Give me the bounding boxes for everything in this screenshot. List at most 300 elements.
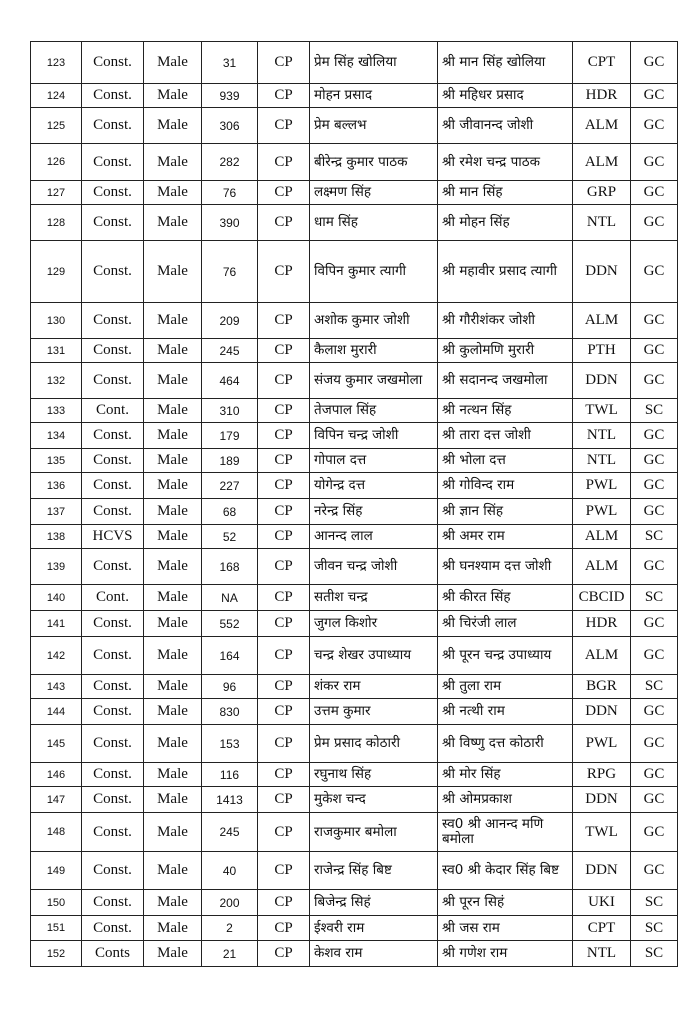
gender-cell: Male <box>144 449 202 473</box>
father-name-cell: श्री तारा दत्त जोशी <box>438 423 573 449</box>
category-cell: GC <box>631 449 678 473</box>
gender-cell: Male <box>144 205 202 241</box>
table-row <box>31 423 678 449</box>
table-row <box>31 449 678 473</box>
district-cell: HDR <box>573 84 631 108</box>
serial-number-cell: 136 <box>31 473 82 499</box>
father-name-cell: श्री चिरंजी लाल <box>438 611 573 637</box>
gender-cell: Male <box>144 787 202 813</box>
father-name-cell: श्री अमर राम <box>438 525 573 549</box>
employee-name-cell: लक्ष्मण सिंह <box>310 181 438 205</box>
cp-cell: CP <box>258 725 310 763</box>
gender-cell: Male <box>144 241 202 303</box>
father-name-cell: श्री कुलोमणि मुरारी <box>438 339 573 363</box>
badge-number-cell: 1413 <box>202 787 258 813</box>
cp-cell: CP <box>258 699 310 725</box>
employee-name-cell: प्रेम सिंह खोलिया <box>310 42 438 84</box>
cp-cell: CP <box>258 941 310 967</box>
table-row <box>31 499 678 525</box>
employee-name-cell: राजेन्द्र सिंह बिष्ट <box>310 852 438 890</box>
serial-number-cell: 141 <box>31 611 82 637</box>
category-cell: GC <box>631 181 678 205</box>
father-name-cell: श्री जस राम <box>438 916 573 941</box>
district-cell: NTL <box>573 941 631 967</box>
table-row <box>31 813 678 852</box>
cp-cell: CP <box>258 675 310 699</box>
rank-cell: Const. <box>82 144 144 181</box>
rank-cell: Const. <box>82 108 144 144</box>
serial-number-cell: 142 <box>31 637 82 675</box>
employee-name-cell: मुकेश चन्द <box>310 787 438 813</box>
badge-number-cell: 2 <box>202 916 258 941</box>
cp-cell: CP <box>258 637 310 675</box>
category-cell: GC <box>631 611 678 637</box>
employee-name-cell: कैलाश मुरारी <box>310 339 438 363</box>
serial-number-cell: 139 <box>31 549 82 585</box>
badge-number-cell: 390 <box>202 205 258 241</box>
cp-cell: CP <box>258 241 310 303</box>
rank-cell: Const. <box>82 84 144 108</box>
table-row <box>31 890 678 916</box>
father-name-cell: श्री ओमप्रकाश <box>438 787 573 813</box>
gender-cell: Male <box>144 941 202 967</box>
district-cell: NTL <box>573 205 631 241</box>
serial-number-cell: 131 <box>31 339 82 363</box>
cp-cell: CP <box>258 339 310 363</box>
badge-number-cell: 209 <box>202 303 258 339</box>
rank-cell: Conts <box>82 941 144 967</box>
serial-number-cell: 151 <box>31 916 82 941</box>
gender-cell: Male <box>144 813 202 852</box>
table-row <box>31 525 678 549</box>
badge-number-cell: 310 <box>202 399 258 423</box>
employee-name-cell: चन्द्र शेखर उपाध्याय <box>310 637 438 675</box>
employee-name-cell: संजय कुमार जखमोला <box>310 363 438 399</box>
rank-cell: Const. <box>82 339 144 363</box>
father-name-cell: श्री गोविन्द राम <box>438 473 573 499</box>
badge-number-cell: NA <box>202 585 258 611</box>
table-row <box>31 473 678 499</box>
rank-cell: Const. <box>82 787 144 813</box>
district-cell: CBCID <box>573 585 631 611</box>
serial-number-cell: 140 <box>31 585 82 611</box>
badge-number-cell: 164 <box>202 637 258 675</box>
cp-cell: CP <box>258 813 310 852</box>
rank-cell: Const. <box>82 42 144 84</box>
employee-name-cell: धाम सिंह <box>310 205 438 241</box>
cp-cell: CP <box>258 181 310 205</box>
category-cell: SC <box>631 675 678 699</box>
rank-cell: Const. <box>82 363 144 399</box>
serial-number-cell: 133 <box>31 399 82 423</box>
rank-cell: Const. <box>82 890 144 916</box>
employee-name-cell: बिजेन्द्र सिहं <box>310 890 438 916</box>
district-cell: ALM <box>573 303 631 339</box>
category-cell: GC <box>631 852 678 890</box>
gender-cell: Male <box>144 423 202 449</box>
badge-number-cell: 189 <box>202 449 258 473</box>
category-cell: GC <box>631 473 678 499</box>
father-name-cell: श्री सदानन्द जखमोला <box>438 363 573 399</box>
cp-cell: CP <box>258 499 310 525</box>
category-cell: GC <box>631 241 678 303</box>
badge-number-cell: 464 <box>202 363 258 399</box>
rank-cell: Const. <box>82 675 144 699</box>
gender-cell: Male <box>144 473 202 499</box>
badge-number-cell: 830 <box>202 699 258 725</box>
serial-number-cell: 148 <box>31 813 82 852</box>
district-cell: ALM <box>573 108 631 144</box>
gender-cell: Male <box>144 637 202 675</box>
badge-number-cell: 76 <box>202 181 258 205</box>
serial-number-cell: 126 <box>31 144 82 181</box>
gender-cell: Male <box>144 675 202 699</box>
serial-number-cell: 125 <box>31 108 82 144</box>
category-cell: GC <box>631 205 678 241</box>
gender-cell: Male <box>144 763 202 787</box>
table-row <box>31 852 678 890</box>
father-name-cell: श्री ज्ञान सिंह <box>438 499 573 525</box>
father-name-cell: श्री विष्णु दत्त कोठारी <box>438 725 573 763</box>
category-cell: GC <box>631 725 678 763</box>
rank-cell: Const. <box>82 725 144 763</box>
gender-cell: Male <box>144 699 202 725</box>
roster-table <box>30 41 678 967</box>
father-name-cell: श्री रमेश चन्द्र पाठक <box>438 144 573 181</box>
district-cell: DDN <box>573 241 631 303</box>
district-cell: BGR <box>573 675 631 699</box>
gender-cell: Male <box>144 144 202 181</box>
father-name-cell: श्री मोहन सिंह <box>438 205 573 241</box>
father-name-cell: श्री कीरत सिंह <box>438 585 573 611</box>
serial-number-cell: 130 <box>31 303 82 339</box>
category-cell: GC <box>631 303 678 339</box>
gender-cell: Male <box>144 611 202 637</box>
employee-name-cell: आनन्द लाल <box>310 525 438 549</box>
employee-name-cell: प्रेम प्रसाद कोठारी <box>310 725 438 763</box>
rank-cell: Const. <box>82 499 144 525</box>
table-row <box>31 303 678 339</box>
badge-number-cell: 68 <box>202 499 258 525</box>
rank-cell: Const. <box>82 916 144 941</box>
table-row <box>31 585 678 611</box>
category-cell: GC <box>631 363 678 399</box>
badge-number-cell: 245 <box>202 339 258 363</box>
table-row <box>31 181 678 205</box>
father-name-cell: श्री नत्थन सिंह <box>438 399 573 423</box>
father-name-cell: श्री भोला दत्त <box>438 449 573 473</box>
serial-number-cell: 134 <box>31 423 82 449</box>
table-row <box>31 611 678 637</box>
serial-number-cell: 123 <box>31 42 82 84</box>
table-row <box>31 241 678 303</box>
district-cell: HDR <box>573 611 631 637</box>
father-name-cell: श्री जीवानन्द जोशी <box>438 108 573 144</box>
serial-number-cell: 144 <box>31 699 82 725</box>
father-name-cell: श्री पूरन सिहं <box>438 890 573 916</box>
table-row <box>31 363 678 399</box>
cp-cell: CP <box>258 205 310 241</box>
gender-cell: Male <box>144 852 202 890</box>
category-cell: SC <box>631 890 678 916</box>
employee-name-cell: रघुनाथ सिंह <box>310 763 438 787</box>
district-cell: ALM <box>573 525 631 549</box>
district-cell: CPT <box>573 916 631 941</box>
badge-number-cell: 52 <box>202 525 258 549</box>
gender-cell: Male <box>144 42 202 84</box>
cp-cell: CP <box>258 449 310 473</box>
table-row <box>31 637 678 675</box>
father-name-cell: श्री मोर सिंह <box>438 763 573 787</box>
cp-cell: CP <box>258 108 310 144</box>
table-row <box>31 42 678 84</box>
cp-cell: CP <box>258 363 310 399</box>
employee-name-cell: ईश्वरी राम <box>310 916 438 941</box>
district-cell: TWL <box>573 399 631 423</box>
badge-number-cell: 96 <box>202 675 258 699</box>
district-cell: DDN <box>573 699 631 725</box>
cp-cell: CP <box>258 611 310 637</box>
category-cell: GC <box>631 84 678 108</box>
category-cell: SC <box>631 525 678 549</box>
gender-cell: Male <box>144 181 202 205</box>
district-cell: PWL <box>573 473 631 499</box>
table-row <box>31 205 678 241</box>
badge-number-cell: 21 <box>202 941 258 967</box>
employee-name-cell: सतीश चन्द्र <box>310 585 438 611</box>
table-row <box>31 675 678 699</box>
rank-cell: Const. <box>82 813 144 852</box>
father-name-cell: स्व0 श्री आनन्द मणि बमोला <box>438 813 573 852</box>
cp-cell: CP <box>258 303 310 339</box>
rank-cell: Const. <box>82 699 144 725</box>
father-name-cell: श्री मान सिंह खोलिया <box>438 42 573 84</box>
badge-number-cell: 40 <box>202 852 258 890</box>
serial-number-cell: 147 <box>31 787 82 813</box>
category-cell: SC <box>631 916 678 941</box>
serial-number-cell: 135 <box>31 449 82 473</box>
cp-cell: CP <box>258 916 310 941</box>
district-cell: TWL <box>573 813 631 852</box>
serial-number-cell: 149 <box>31 852 82 890</box>
father-name-cell: श्री गणेश राम <box>438 941 573 967</box>
table-row <box>31 339 678 363</box>
gender-cell: Male <box>144 84 202 108</box>
category-cell: SC <box>631 399 678 423</box>
cp-cell: CP <box>258 549 310 585</box>
district-cell: DDN <box>573 852 631 890</box>
employee-name-cell: नरेन्द्र सिंह <box>310 499 438 525</box>
father-name-cell: स्व0 श्री केदार सिंह बिष्ट <box>438 852 573 890</box>
gender-cell: Male <box>144 499 202 525</box>
district-cell: ALM <box>573 144 631 181</box>
father-name-cell: श्री गौरीशंकर जोशी <box>438 303 573 339</box>
rank-cell: Const. <box>82 637 144 675</box>
rank-cell: Const. <box>82 423 144 449</box>
category-cell: GC <box>631 108 678 144</box>
category-cell: GC <box>631 499 678 525</box>
badge-number-cell: 939 <box>202 84 258 108</box>
table-row <box>31 763 678 787</box>
employee-name-cell: बीरेन्द्र कुमार पाठक <box>310 144 438 181</box>
district-cell: GRP <box>573 181 631 205</box>
cp-cell: CP <box>258 852 310 890</box>
employee-name-cell: उत्तम कुमार <box>310 699 438 725</box>
district-cell: ALM <box>573 549 631 585</box>
roster-body <box>31 42 678 967</box>
employee-name-cell: शंकर राम <box>310 675 438 699</box>
table-row <box>31 399 678 423</box>
district-cell: DDN <box>573 363 631 399</box>
serial-number-cell: 129 <box>31 241 82 303</box>
serial-number-cell: 124 <box>31 84 82 108</box>
cp-cell: CP <box>258 144 310 181</box>
employee-name-cell: विपिन कुमार त्यागी <box>310 241 438 303</box>
rank-cell: Cont. <box>82 585 144 611</box>
rank-cell: HCVS <box>82 525 144 549</box>
cp-cell: CP <box>258 525 310 549</box>
table-row <box>31 144 678 181</box>
cp-cell: CP <box>258 399 310 423</box>
gender-cell: Male <box>144 363 202 399</box>
category-cell: GC <box>631 763 678 787</box>
district-cell: RPG <box>573 763 631 787</box>
category-cell: GC <box>631 339 678 363</box>
badge-number-cell: 153 <box>202 725 258 763</box>
district-cell: ALM <box>573 637 631 675</box>
badge-number-cell: 200 <box>202 890 258 916</box>
employee-name-cell: गोपाल दत्त <box>310 449 438 473</box>
cp-cell: CP <box>258 585 310 611</box>
father-name-cell: श्री महावीर प्रसाद त्यागी <box>438 241 573 303</box>
gender-cell: Male <box>144 108 202 144</box>
cp-cell: CP <box>258 42 310 84</box>
serial-number-cell: 127 <box>31 181 82 205</box>
rank-cell: Const. <box>82 549 144 585</box>
employee-name-cell: तेजपाल सिंह <box>310 399 438 423</box>
badge-number-cell: 245 <box>202 813 258 852</box>
rank-cell: Const. <box>82 181 144 205</box>
father-name-cell: श्री मान सिंह <box>438 181 573 205</box>
rank-cell: Const. <box>82 205 144 241</box>
father-name-cell: श्री पूरन चन्द्र उपाध्याय <box>438 637 573 675</box>
serial-number-cell: 138 <box>31 525 82 549</box>
employee-name-cell: अशोक कुमार जोशी <box>310 303 438 339</box>
employee-name-cell: जुगल किशोर <box>310 611 438 637</box>
district-cell: NTL <box>573 423 631 449</box>
serial-number-cell: 150 <box>31 890 82 916</box>
cp-cell: CP <box>258 787 310 813</box>
serial-number-cell: 132 <box>31 363 82 399</box>
table-row <box>31 84 678 108</box>
badge-number-cell: 76 <box>202 241 258 303</box>
category-cell: GC <box>631 699 678 725</box>
serial-number-cell: 143 <box>31 675 82 699</box>
rank-cell: Const. <box>82 852 144 890</box>
employee-name-cell: योगेन्द्र दत्त <box>310 473 438 499</box>
category-cell: GC <box>631 637 678 675</box>
cp-cell: CP <box>258 890 310 916</box>
serial-number-cell: 152 <box>31 941 82 967</box>
category-cell: SC <box>631 941 678 967</box>
district-cell: PWL <box>573 499 631 525</box>
badge-number-cell: 168 <box>202 549 258 585</box>
employee-name-cell: जीवन चन्द्र जोशी <box>310 549 438 585</box>
serial-number-cell: 146 <box>31 763 82 787</box>
serial-number-cell: 137 <box>31 499 82 525</box>
father-name-cell: श्री घनश्याम दत्त जोशी <box>438 549 573 585</box>
badge-number-cell: 227 <box>202 473 258 499</box>
rank-cell: Const. <box>82 303 144 339</box>
category-cell: SC <box>631 585 678 611</box>
badge-number-cell: 116 <box>202 763 258 787</box>
serial-number-cell: 128 <box>31 205 82 241</box>
rank-cell: Cont. <box>82 399 144 423</box>
category-cell: GC <box>631 42 678 84</box>
cp-cell: CP <box>258 763 310 787</box>
employee-name-cell: राजकुमार बमोला <box>310 813 438 852</box>
rank-cell: Const. <box>82 241 144 303</box>
gender-cell: Male <box>144 916 202 941</box>
employee-name-cell: विपिन चन्द्र जोशी <box>310 423 438 449</box>
father-name-cell: श्री महिधर प्रसाद <box>438 84 573 108</box>
badge-number-cell: 552 <box>202 611 258 637</box>
badge-number-cell: 306 <box>202 108 258 144</box>
rank-cell: Const. <box>82 611 144 637</box>
table-row <box>31 787 678 813</box>
rank-cell: Const. <box>82 449 144 473</box>
employee-name-cell: मोहन प्रसाद <box>310 84 438 108</box>
table-row <box>31 108 678 144</box>
cp-cell: CP <box>258 84 310 108</box>
gender-cell: Male <box>144 585 202 611</box>
employee-name-cell: प्रेम बल्लभ <box>310 108 438 144</box>
gender-cell: Male <box>144 549 202 585</box>
district-cell: CPT <box>573 42 631 84</box>
gender-cell: Male <box>144 890 202 916</box>
badge-number-cell: 179 <box>202 423 258 449</box>
father-name-cell: श्री तुला राम <box>438 675 573 699</box>
table-row <box>31 916 678 941</box>
district-cell: DDN <box>573 787 631 813</box>
employee-name-cell: केशव राम <box>310 941 438 967</box>
category-cell: GC <box>631 144 678 181</box>
cp-cell: CP <box>258 473 310 499</box>
district-cell: UKI <box>573 890 631 916</box>
category-cell: GC <box>631 549 678 585</box>
category-cell: GC <box>631 813 678 852</box>
gender-cell: Male <box>144 725 202 763</box>
table-row <box>31 549 678 585</box>
father-name-cell: श्री नत्थी राम <box>438 699 573 725</box>
category-cell: GC <box>631 423 678 449</box>
serial-number-cell: 145 <box>31 725 82 763</box>
gender-cell: Male <box>144 303 202 339</box>
category-cell: GC <box>631 787 678 813</box>
gender-cell: Male <box>144 399 202 423</box>
table-row <box>31 941 678 967</box>
rank-cell: Const. <box>82 473 144 499</box>
badge-number-cell: 31 <box>202 42 258 84</box>
table-row <box>31 725 678 763</box>
district-cell: PTH <box>573 339 631 363</box>
gender-cell: Male <box>144 339 202 363</box>
table-row <box>31 699 678 725</box>
district-cell: PWL <box>573 725 631 763</box>
gender-cell: Male <box>144 525 202 549</box>
district-cell: NTL <box>573 449 631 473</box>
badge-number-cell: 282 <box>202 144 258 181</box>
